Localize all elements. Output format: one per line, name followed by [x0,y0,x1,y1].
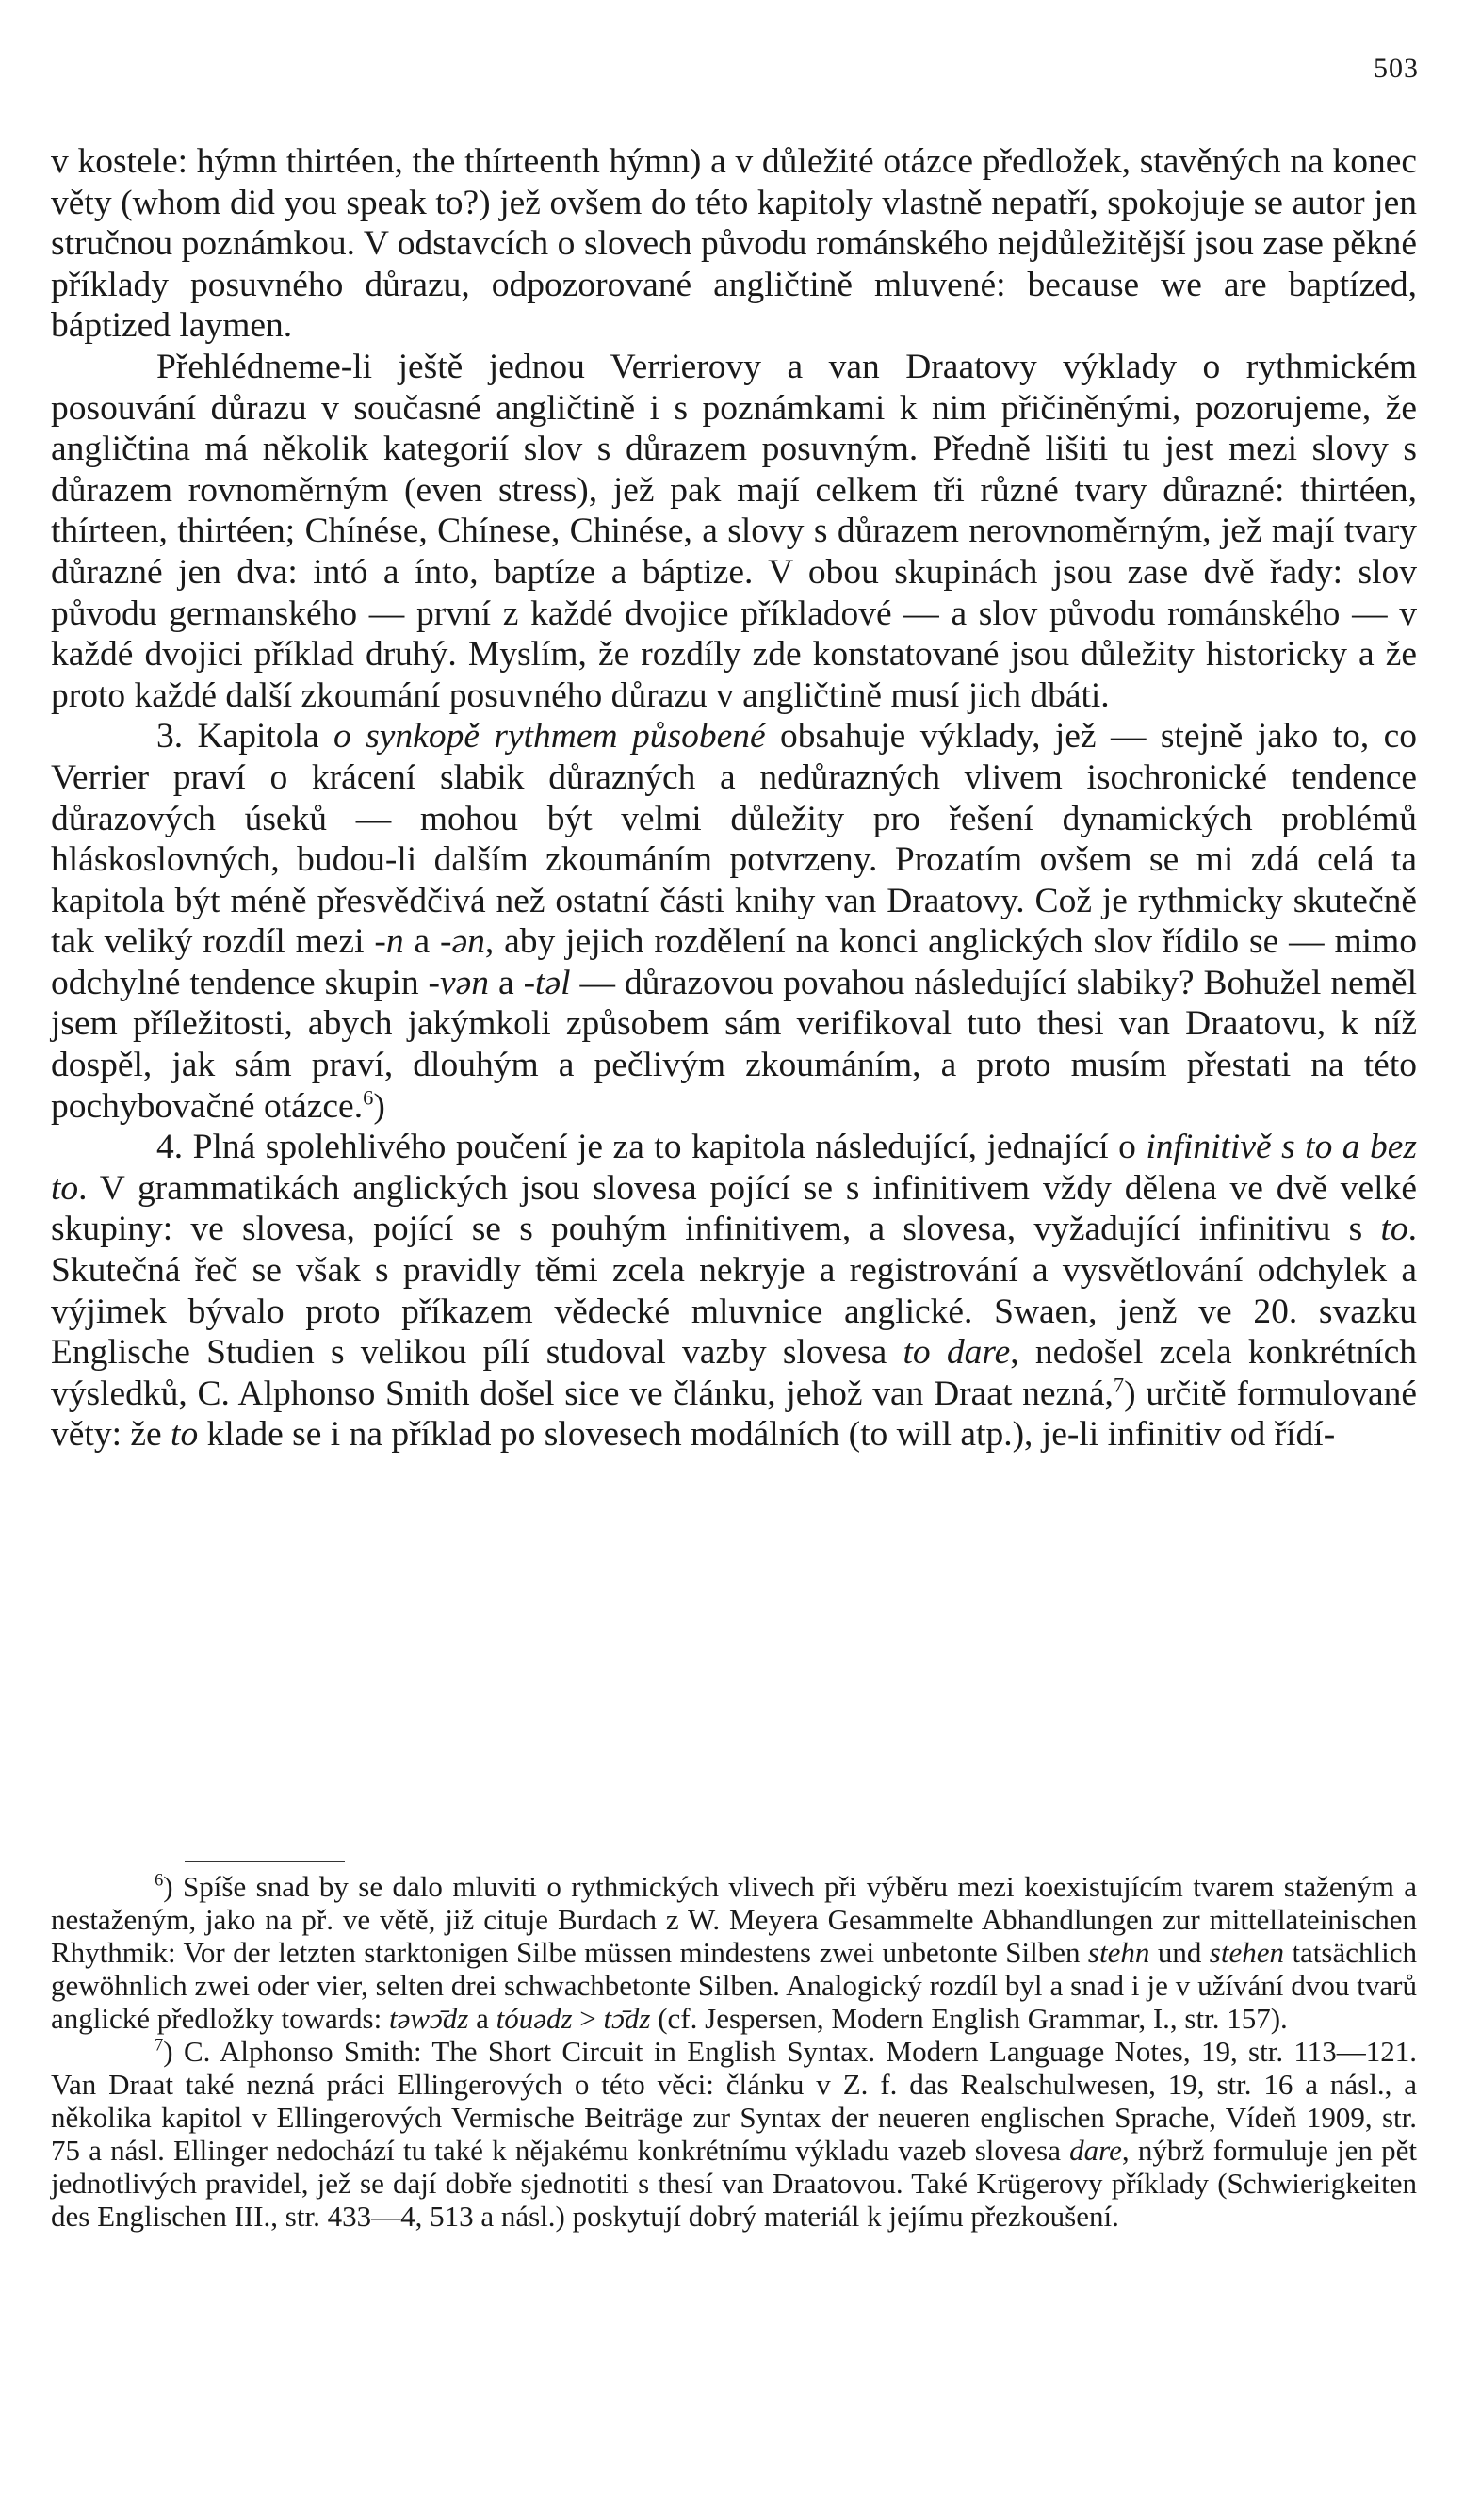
footnote-ref: 7 [1113,1373,1125,1397]
paragraph [51,716,1417,1127]
text-run: , nýbrž formuluje jen pět jednotlivých pravidel, jež se dají dobře sjednotiti s thesí van Draatovou. Také Krügerovy příklady (Schwierigkeiten des Englischen III., str. 433—4, 513 a násl.) poskytují dobrý materiál k jejímu přezkoušení. [51,2134,1417,2233]
body-text [51,141,1417,1455]
footnote-ref: 6 [363,1085,374,1110]
italic-text: stehen [1209,1936,1284,1969]
footnotes [51,1870,1417,2233]
footnote-ref: 7 [155,2035,164,2056]
text-run: — důrazovou povahou následující slabiky? Bohužel neměl jsem příležitosti, abych jakýmkoli způsobem sám verifikoval tuto thesi van Draatovu, k níž dospěl, jak sám praví, dlouhým a pečlivým zkoumáním, a proto musím přestati na této pochybovačné otázce. [51,963,1418,1126]
italic-text: tóuədz [496,2002,573,2035]
page-number: 503 [1374,53,1419,84]
italic-text: -vən [428,963,490,1002]
text-run: obsahuje výklady, jež — stejně jako to, co Verrier praví o krácení slabik důrazných a nedůrazných vlivem isochronické tendence důrazových úseků — mohou být velmi důležity pro řešení dynamických problémů hláskoslovných, budou-li dalším zkoumáním potvrzeny. Prozatím ovšem se mi zdá celá ta kapitola být méně přesvědčivá než ostatní části knihy van Draatovy. Což je rythmicky skutečně tak veliký rozdíl mezi [51,717,1417,962]
italic-text: stehn [1087,1936,1150,1969]
text-run: . Skutečná řeč se však s pravidly těmi zcela nekryje a registrování a vysvětlování odchylek a výjimek bývalo proto příkazem vědecké mluvnice anglické. Swaen, jenž ve 20. svazku Englische Studien s velikou pílí studoval vazby slovesa [51,1210,1417,1373]
italic-text: o synkopě rythmem působené [333,717,766,756]
text-run: und [1149,1936,1210,1969]
footnote-ref: 6 [155,1870,164,1891]
text-run: klade se i na příklad po slovesech modálních (to will atp.), je-li infinitiv od řídí- [198,1415,1336,1455]
italic-text: to [1380,1210,1408,1249]
text-run: a [489,963,524,1002]
paragraph [51,141,1417,347]
text-run: ) C. Alphonso Smith: The Short Circuit in English Syntax. Modern Language Notes, 19, str. 113—121. Van Draat také nezná práci Ellingerových o této věci: článku v Z. f. das Realschulwesen, 19, str. 16 a násl., a několika kapitol v Ellingerových Vermische Beiträge zur Syntax der neueren englischen Sprache, Vídeň 1909, str. 75 a násl. Ellinger nedochází tu také k nějakému konkrétnímu výkladu vazeb slovesa [51,2035,1417,2167]
text-run: , aby jejich rozdělení na konci anglických slov řídilo se — mimo odchylné tendence skupin [51,922,1417,1002]
italic-text: tɔ̄dz [603,2002,651,2035]
text-run: 3. Kapitola [156,717,334,756]
paragraph [51,1127,1417,1455]
text-run: a [468,2002,496,2035]
italic-text: təwɔ̄dz [388,2002,469,2035]
italic-text: dare [1069,2134,1122,2167]
text-run: ) určitě formulované věty: že [51,1374,1417,1455]
italic-text: to [171,1415,199,1455]
text-run: Přehlédneme-li ještě jednou Verrierovy a van Draatovy výklady o rythmickém posouvání důrazu v současné angličtině i s poznámkami k nim přičiněnými, pozorujeme, že angličtina má několik kategorií slov s důrazem posuvným. Předně lišiti tu jest mezi slovy s důrazem rovnoměrným (even stress), jež pak mají celkem tři různé tvary důrazné: thirtéen, thírteen, thirtéen; Chínése, Chínese, Chinése, a slovy s důrazem nerovnoměrným, jež mají tvary důrazné jen dva: intó a ínto, baptíze a báptize. V obou skupinách jsou zase dvě řady: slov původu germanského — první z každé dvojice příkladové — a slov původu románského — v každé dvojici příklad druhý. Myslím, že rozdíly zde konstatované jsou důležity historicky a že proto každé další zkoumání posuvného důrazu v angličtině musí jich dbáti. [51,347,1417,715]
text-run: > [572,2002,604,2035]
text-run: 4. Plná spolehlivého poučení je za to kapitola následující, jednající o [156,1128,1147,1167]
italic-text: -ən [440,922,485,962]
text-run: tatsächlich gewöhnlich zwei oder vier, selten drei schwachbetonte Silben. Analogický rozdíl byl a snad i je v užívání dvou tvarů anglické předložky towards: [51,1936,1417,2035]
italic-text: -n [374,922,404,962]
footnote [51,2035,1417,2233]
text-run: v kostele: hýmn thirtéen, the thírteenth hýmn) a v důležité otázce předložek, stavěných na konec věty (whom did you speak to?) jež ovšem do této kapitoly vlastně nepatří, spokojuje se autor jen stručnou poznámkou. V odstavcích o slovech původu románského nejdůležitější jsou zase pěkné příklady posuvného důrazu, odpozorované angličtině mluvené: because we are baptízed, báptized laymen. [51,142,1417,346]
italic-text: infinitivě s to a bez to [51,1128,1417,1208]
paragraph [51,347,1417,716]
text-run: a [403,922,441,962]
text-run: ) [373,1086,385,1126]
text-run: . V grammatikách anglických jsou slovesa pojící se s infinitivem vždy dělena ve dvě velké skupiny: ve slovesa, pojící se s pouhým infinitivem, a slovesa, vyžadující infinitivu s [51,1168,1417,1249]
text-run: (cf. Jespersen, Modern English Grammar, I., str. 157). [650,2002,1288,2035]
italic-text: -təl [523,963,571,1002]
footnote-divider [185,1861,345,1862]
footnote [51,1870,1417,2035]
italic-text: to dare [903,1333,1011,1373]
text-run: ) Spíše snad by se dalo mluviti o rythmických vlivech při výběru mezi koexistujícím tvarem staženým a nestaženým, jako na př. ve větě, již cituje Burdach z W. Meyera Gesammelte Abhandlungen zur mittellateinischen Rhythmik: Vor der letzten starktonigen Silbe müssen mindestens zwei unbetonte Silben [51,1870,1417,1969]
text-run: , nedošel zcela konkrétních výsledků, C. Alphonso Smith došel sice ve článku, jehož van Draat nezná, [51,1333,1418,1413]
